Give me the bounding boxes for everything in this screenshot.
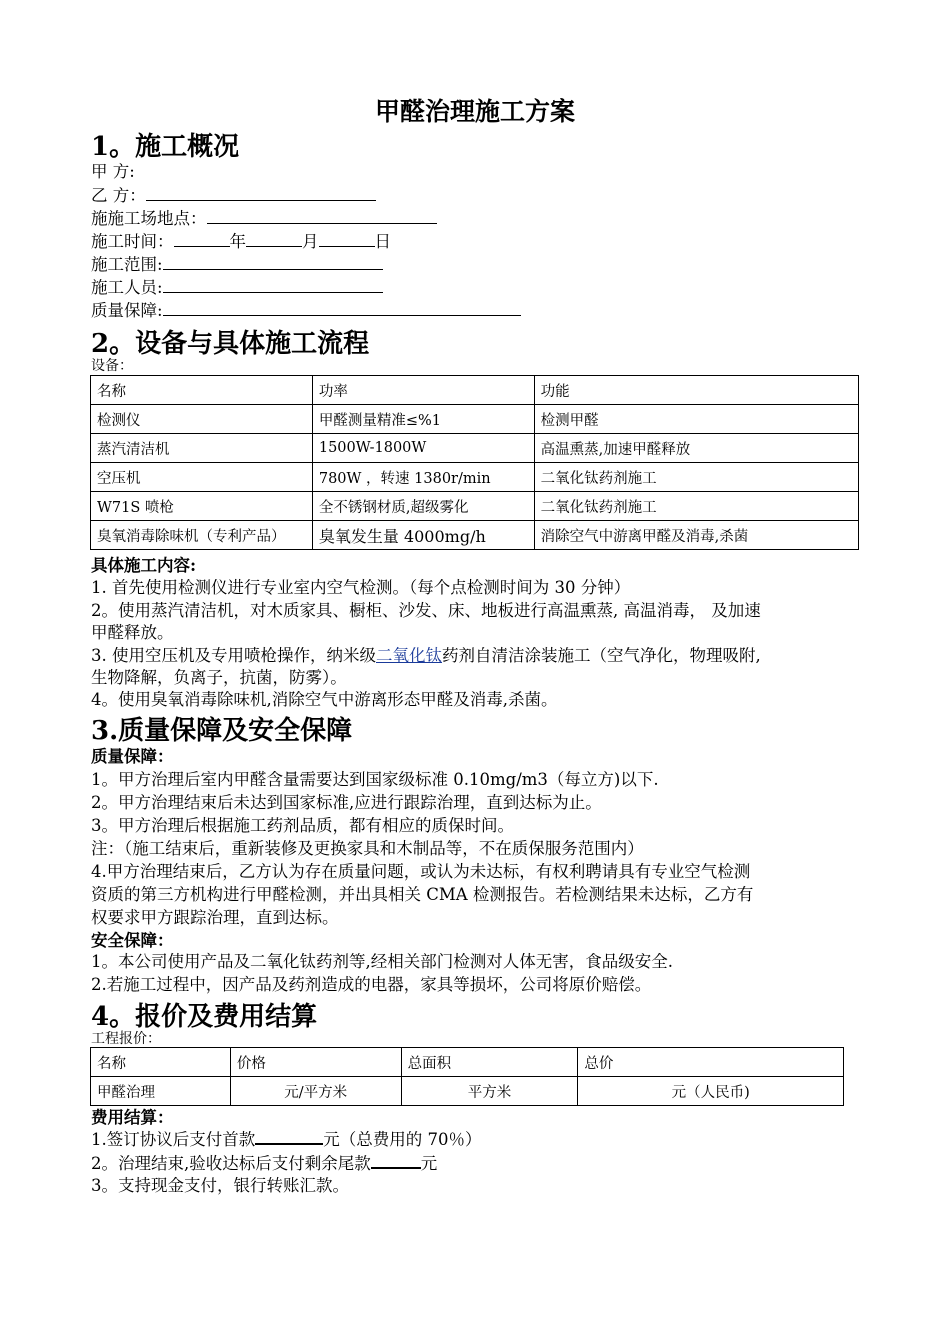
payment-2-pre: 2。治理结束,验收达标后支付剩余尾款: [91, 1154, 371, 1173]
table-cell: 平方米: [401, 1077, 578, 1106]
content-label: 具体施工内容:: [91, 556, 197, 575]
table-cell: 甲醛测量精准≤%1: [312, 405, 534, 434]
quality-item-4a: 4.甲方治理结束后，乙方认为存在质量问题，或认为未达标，有权利聘请具有专业空气检测: [91, 862, 751, 881]
year-label: 年: [229, 232, 246, 251]
scope-label: 施工范围:: [91, 255, 163, 274]
content-item-1: 1. 首先使用检测仪进行专业室内空气检测。（每个点检测时间为 30 分钟）: [91, 578, 631, 597]
table-cell: 空压机: [91, 463, 313, 492]
payment-item-1: [91, 1127, 482, 1151]
payment-item-3: 3。支持现金支付，银行转账汇款。: [91, 1176, 349, 1195]
quality-label: 质量保障:: [91, 301, 163, 320]
table-cell: 臭氧发生量 4000mg/h: [312, 521, 534, 550]
year-blank[interactable]: [174, 230, 230, 247]
site-line: [91, 207, 437, 230]
titanium-dioxide-link[interactable]: 二氧化钛: [376, 646, 442, 665]
quality-item-1: 1。甲方治理后室内甲醛含量需要达到国家级标准 0.10mg/m3（每立方)以下.: [91, 770, 659, 789]
payment-item-2: [91, 1151, 437, 1175]
content-item-3b: 生物降解，负离子，抗菌，防雾）。: [91, 668, 347, 687]
safety-item-2: 2.若施工过程中，因产品及药剂造成的电器，家具等损坏，公司将原价赔偿。: [91, 975, 652, 994]
table-header-row: [91, 1048, 844, 1077]
scope-blank[interactable]: [163, 253, 383, 270]
table-cell: 检测甲醛: [534, 405, 858, 434]
equipment-label: 设备：: [91, 358, 133, 374]
party-b-label: 乙 方：: [91, 186, 146, 205]
first-payment-blank[interactable]: [255, 1127, 323, 1145]
safety-label: 安全保障：: [91, 931, 174, 950]
settlement-label: 费用结算：: [91, 1108, 174, 1127]
section-2-heading: 2。设备与具体施工流程: [91, 329, 370, 359]
quality-note: 注：（施工结束后，重新装修及更换家具和木制品等，不在质保服务范围内）: [91, 839, 644, 858]
scope-line: [91, 253, 383, 276]
header-cell: 功能: [534, 376, 858, 405]
safety-item-1: 1。本公司使用产品及二氧化钛药剂等,经相关部门检测对人体无害，食品级安全.: [91, 952, 673, 971]
party-a-label: 甲 方:: [91, 162, 135, 181]
table-cell: 二氧化钛药剂施工: [534, 492, 858, 521]
balance-payment-blank[interactable]: [371, 1151, 421, 1169]
document-title: 甲醛治理施工方案: [374, 97, 575, 126]
staff-blank[interactable]: [163, 276, 383, 293]
staff-line: [91, 276, 383, 299]
quality-guarantee-label: 质量保障：: [91, 747, 174, 766]
table-cell: 消除空气中游离甲醛及消毒,杀菌: [534, 521, 858, 550]
table-cell: W71S 喷枪: [91, 492, 313, 521]
table-header-row: [91, 376, 859, 405]
day-label: 日: [374, 232, 391, 251]
content-item-3a: [91, 644, 761, 667]
header-cell: 名称: [91, 376, 313, 405]
content-item-2a: 2。使用蒸汽清洁机，对木质家具、橱柜、沙发、床、地板进行高温熏蒸, 高温消毒， 及加速: [91, 601, 761, 620]
table-cell: 高温熏蒸,加速甲醛释放: [534, 434, 858, 463]
table-cell: 检测仪: [91, 405, 313, 434]
table-cell: 全不锈钢材质,超级雾化: [312, 492, 534, 521]
item-3-text-pre: 3. 使用空压机及专用喷枪操作，纳米级: [91, 646, 376, 665]
table-row: [91, 405, 859, 434]
table-cell: 二氧化钛药剂施工: [534, 463, 858, 492]
section-3-heading: 3.质量保障及安全保障: [91, 716, 353, 746]
payment-2-post: 元: [420, 1154, 438, 1173]
equipment-table: [90, 375, 859, 550]
table-cell: 元（人民币): [578, 1077, 844, 1106]
table-cell: 780W ，转速 1380r/min: [312, 463, 534, 492]
party-b-blank[interactable]: [146, 184, 376, 201]
header-cell: 功率: [312, 376, 534, 405]
table-cell: 元/平方米: [230, 1077, 401, 1106]
quality-item-4c: 权要求甲方跟踪治理，直到达标。: [91, 908, 339, 927]
table-row: [91, 463, 859, 492]
table-row: [91, 492, 859, 521]
quality-item-4b: 资质的第三方机构进行甲醛检测，并出具相关 CMA 检测报告。若检测结果未达标，乙方有: [91, 885, 754, 904]
staff-label: 施工人员:: [91, 278, 163, 297]
header-cell: 总价: [578, 1048, 844, 1077]
header-cell: 总面积: [401, 1048, 578, 1077]
item-3-text-post: 药剂自清洁涂装施工（空气净化，物理吸附,: [442, 646, 761, 665]
day-blank[interactable]: [319, 230, 375, 247]
payment-1-pre: 1.签订协议后支付首款: [91, 1130, 256, 1149]
site-label: 施施工场地点：: [91, 209, 207, 228]
quality-item-2: 2。甲方治理结束后未达到国家标准,应进行跟踪治理，直到达标为止。: [91, 793, 602, 812]
section-4-heading: 4。报价及费用结算: [91, 1002, 318, 1032]
content-item-4: 4。使用臭氧消毒除味机,消除空气中游离形态甲醛及消毒,杀菌。: [91, 690, 558, 709]
payment-1-post: 元（总费用的 70％）: [323, 1130, 482, 1149]
table-cell: 蒸汽清洁机: [91, 434, 313, 463]
quote-label: 工程报价：: [91, 1031, 161, 1047]
party-b-line: [91, 184, 376, 207]
table-cell: 甲醛治理: [91, 1077, 231, 1106]
table-cell: 1500W-1800W: [312, 434, 534, 463]
header-cell: 价格: [230, 1048, 401, 1077]
table-row: [91, 521, 859, 550]
header-cell: 名称: [91, 1048, 231, 1077]
table-row: [91, 1077, 844, 1106]
month-blank[interactable]: [246, 230, 302, 247]
quality-blank[interactable]: [163, 299, 521, 316]
table-cell: 臭氧消毒除味机（专利产品）: [91, 521, 313, 550]
time-label: 施工时间：: [91, 232, 174, 251]
quote-table: [90, 1047, 844, 1106]
time-line: [91, 230, 391, 253]
month-label: 月: [302, 232, 319, 251]
content-item-2b: 甲醛释放。: [91, 623, 174, 642]
site-blank[interactable]: [207, 207, 437, 224]
quality-item-3: 3。甲方治理后根据施工药剂品质，都有相应的质保时间。: [91, 816, 514, 835]
quality-line: [91, 299, 521, 322]
table-row: [91, 434, 859, 463]
section-1-heading: 1。施工概况: [91, 132, 240, 162]
